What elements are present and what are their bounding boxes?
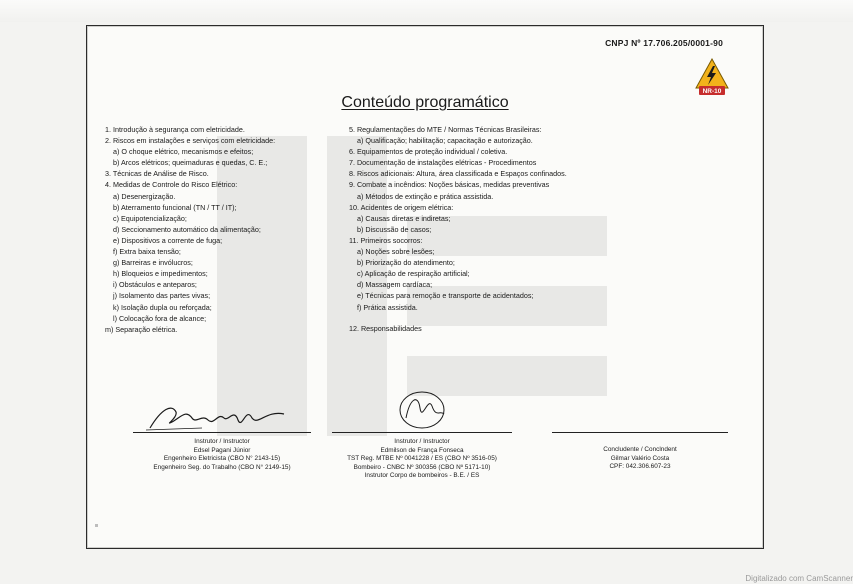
list-item: f) Prática assistida.: [357, 302, 418, 312]
list-item: e) Dispositivos a corrente de fuga;: [113, 235, 223, 245]
list-item: a) Qualificação; habilitação; capacitação e autorização.: [357, 136, 533, 146]
list-item: g) Barreiras e invólucros;: [113, 258, 193, 268]
signature-name: Edsel Pagani Júnior: [193, 446, 251, 454]
signature-role: Instrutor / Instructor: [194, 438, 250, 445]
signature-detail: TST Reg. MTBE Nº 0041228 / ES (CBO Nº 3516-05): [347, 455, 497, 463]
list-item: a) Métodos de extinção e prática assistida.: [357, 191, 494, 201]
signature-detail: CPF: 042.306.607-23: [609, 463, 671, 471]
list-item: m) Separação elétrica.: [105, 324, 178, 334]
signature-name: Edmilson de França Fonseca: [380, 446, 464, 454]
list-item: l) Colocação fora de alcance;: [113, 313, 207, 323]
list-item: k) Isolação dupla ou reforçada;: [113, 302, 212, 312]
list-item: c) Equipotencialização;: [113, 213, 187, 223]
cnpj-text: CNPJ Nº 17.706.205/0001-90: [605, 38, 723, 48]
list-item: a) Causas diretas e indiretas;: [357, 213, 451, 223]
signature-detail: Bombeiro - CNBC Nº 300356 (CBO Nº 5171-10): [353, 463, 491, 471]
list-item: 12. Responsabilidades: [349, 323, 422, 333]
list-item: j) Isolamento das partes vivas;: [113, 291, 211, 301]
list-item: 3. Técnicas de Análise de Risco.: [105, 169, 209, 179]
signature-block-1: [107, 438, 337, 472]
signature-line-3: [552, 432, 728, 433]
list-item: d) Massagem cardíaca;: [357, 280, 433, 290]
list-item: h) Bloqueios e impedimentos;: [113, 269, 208, 279]
signature-scribble-1: [142, 398, 292, 434]
list-item: 8. Riscos adicionais: Altura, área classificada e Espaços confinados.: [349, 169, 567, 179]
signature-name: Gilmar Valério Costa: [610, 454, 670, 462]
list-item: a) Desenergização.: [113, 191, 176, 201]
right-content-column: [349, 124, 567, 334]
signature-area: [87, 398, 763, 538]
list-item: 11. Primeiros socorros:: [349, 235, 423, 245]
certificate-page: [86, 25, 764, 549]
list-spacer: [349, 313, 567, 323]
list-item: 10. Acidentes de origem elétrica:: [349, 202, 454, 212]
list-item: e) Técnicas para remoção e transporte de acidentados;: [357, 291, 534, 301]
page-title: Conteúdo programático: [341, 94, 509, 111]
scan-speck: [95, 524, 98, 527]
list-item: 2. Riscos em instalações e serviços com eletricidade:: [105, 136, 276, 146]
scanner-footer: Digitalizado com CamScanner: [745, 574, 853, 583]
left-content-column: [105, 124, 275, 335]
list-item: b) Priorização do atendimento;: [357, 258, 455, 268]
signature-line-2: [332, 432, 512, 433]
signature-detail: Engenheiro Eletricista (CBO N° 2143-15): [163, 455, 281, 463]
nr10-badge-label: NR-10: [702, 88, 722, 95]
list-item: d) Seccionamento automático da alimentação;: [113, 224, 261, 234]
list-item: b) Discussão de casos;: [357, 224, 432, 234]
signature-detail: Instrutor Corpo de bombeiros - B.E. / ES: [364, 472, 480, 480]
signature-role: Instrutor / Instructor: [394, 438, 450, 445]
list-item: c) Aplicação de respiração artificial;: [357, 269, 470, 279]
list-item: 5. Regulamentações do MTE / Normas Técnicas Brasileiras:: [349, 125, 542, 134]
list-item: i) Obstáculos e anteparos;: [113, 280, 197, 290]
list-item: b) Aterramento funcional (TN / TT / IT);: [113, 202, 237, 212]
list-item: 7. Documentação de instalações elétricas - Procedimentos: [349, 158, 537, 168]
signature-line-1: [133, 432, 311, 433]
signature-block-2: [312, 438, 532, 481]
list-item: a) Noções sobre lesões;: [357, 247, 435, 257]
signature-role: Concludente / Conclndent: [603, 446, 677, 453]
list-item: a) O choque elétrico, mecanismos e efeitos;: [113, 147, 254, 157]
list-item: 6. Equipamentos de proteção individual / coletiva.: [349, 147, 508, 157]
list-item: f) Extra baixa tensão;: [113, 247, 181, 257]
list-item: 4. Medidas de Controle do Risco Elétrico:: [105, 180, 238, 190]
signature-block-3: [552, 446, 728, 472]
nr10-warning-icon: [695, 58, 729, 96]
list-item: 9. Combate a incêndios: Noções básicas, medidas preventivas: [349, 180, 550, 190]
list-item: 1. Introdução à segurança com eletricidade.: [105, 125, 245, 134]
signature-detail: Engenheiro Seg. do Trabalho (CBO N° 2149-15): [153, 463, 291, 471]
scan-top-strip: [0, 0, 853, 22]
signature-scribble-2: [392, 388, 452, 436]
list-item: b) Arcos elétricos; queimaduras e quedas, C. E.;: [113, 158, 268, 168]
